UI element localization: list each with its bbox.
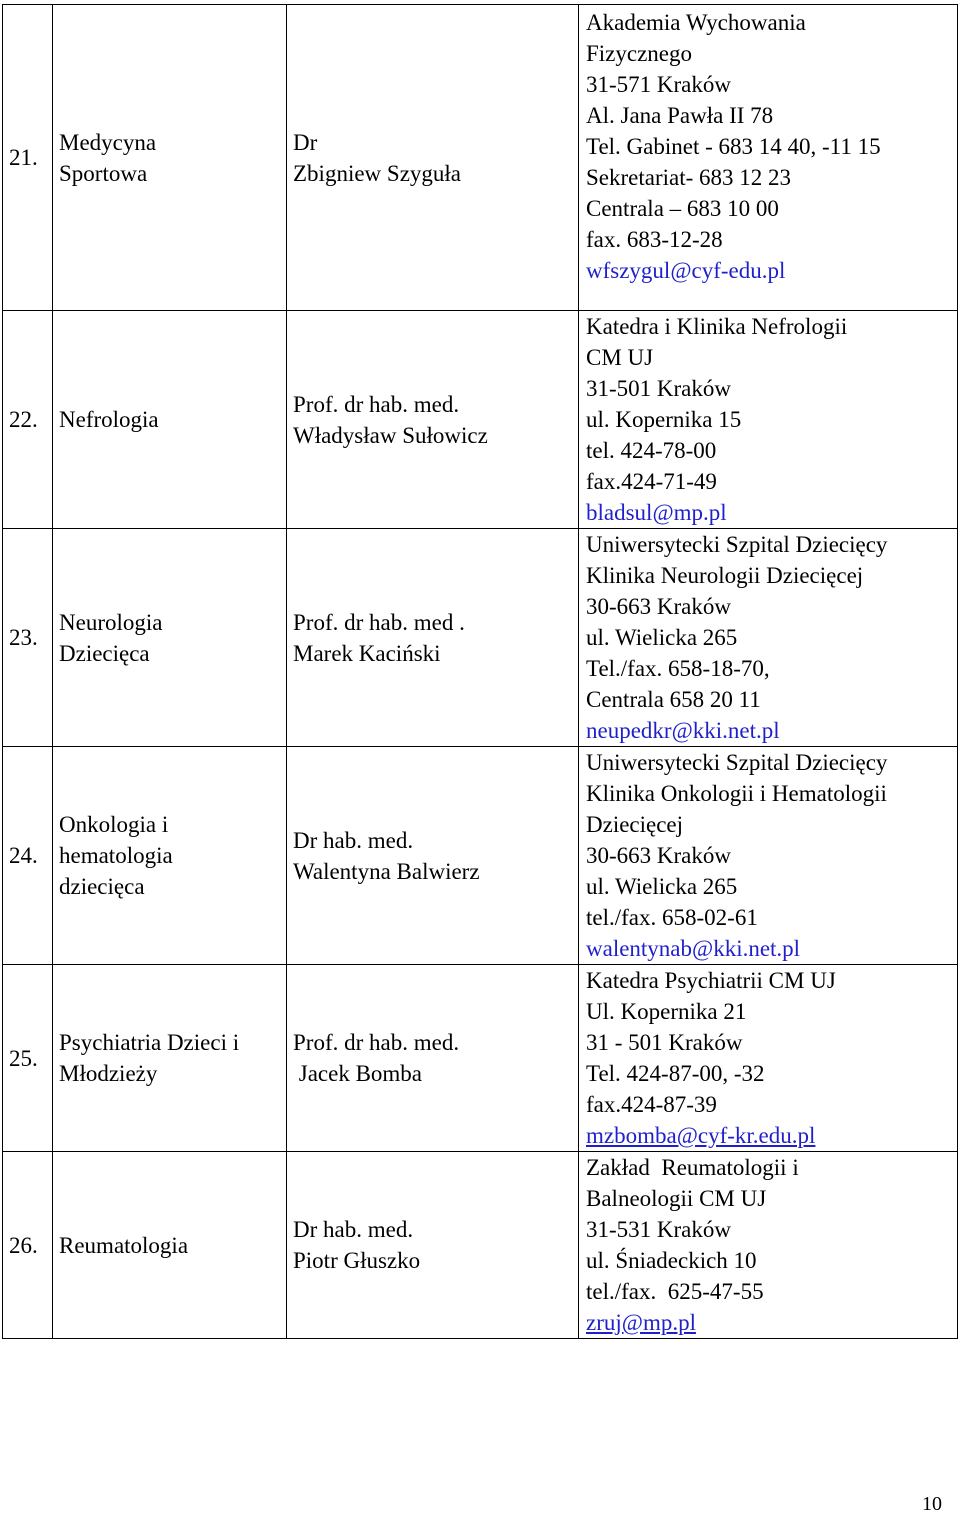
email-link[interactable]: bladsul@mp.pl <box>586 500 727 525</box>
address-cell: Akademia Wychowania Fizycznego 31-571 Kraków Al. Jana Pawła II 78 Tel. Gabinet - 683 14 40, -11 15 Sekretariat- 683 12 23 Centrala – 683 10 00 fax. 683-12-28 wfszygul@cyf-edu.pl <box>579 5 958 311</box>
table-row <box>3 311 958 529</box>
email-link[interactable]: zruj@mp.pl <box>586 1310 696 1335</box>
address-cell: Uniwersytecki Szpital Dziecięcy Klinika Onkologii i Hematologii Dziecięcej 30-663 Kraków ul. Wielicka 265 tel./fax. 658-02-61 walentynab@kki.net.pl <box>579 747 958 965</box>
email-link[interactable]: neupedkr@kki.net.pl <box>586 718 780 743</box>
doctor-cell: Dr hab. med. Walentyna Balwierz <box>287 747 579 965</box>
clinics-table <box>2 4 958 1339</box>
doctor-cell: Dr hab. med. Piotr Głuszko <box>287 1152 579 1339</box>
email-link[interactable]: wfszygul@cyf-edu.pl <box>586 258 786 283</box>
email-link[interactable]: mzbomba@cyf-kr.edu.pl <box>586 1123 816 1148</box>
row-number: 26. <box>3 1152 53 1339</box>
specialty-cell: Reumatologia <box>53 1152 287 1339</box>
address-cell: Zakład Reumatologii i Balneologii CM UJ 31-531 Kraków ul. Śniadeckich 10 tel./fax. 625-47-55 zruj@mp.pl <box>579 1152 958 1339</box>
row-number: 22. <box>3 311 53 529</box>
specialty-cell: Medycyna Sportowa <box>53 5 287 311</box>
doctor-cell: Prof. dr hab. med. Władysław Sułowicz <box>287 311 579 529</box>
table-row <box>3 1152 958 1339</box>
row-number: 25. <box>3 965 53 1152</box>
address-cell: Katedra i Klinika Nefrologii CM UJ 31-501 Kraków ul. Kopernika 15 tel. 424-78-00 fax.424-71-49 bladsul@mp.pl <box>579 311 958 529</box>
email-link[interactable]: walentynab@kki.net.pl <box>586 936 801 961</box>
address-cell: Uniwersytecki Szpital Dziecięcy Klinika Neurologii Dziecięcej 30-663 Kraków ul. Wielicka 265 Tel./fax. 658-18-70, Centrala 658 20 11 neupedkr@kki.net.pl <box>579 529 958 747</box>
table-row <box>3 529 958 747</box>
doctor-cell: Prof. dr hab. med . Marek Kaciński <box>287 529 579 747</box>
specialty-cell: Nefrologia <box>53 311 287 529</box>
page-number: 10 <box>922 1493 942 1515</box>
table-row <box>3 965 958 1152</box>
row-number: 21. <box>3 5 53 311</box>
specialty-cell: Neurologia Dziecięca <box>53 529 287 747</box>
doctor-cell: Prof. dr hab. med. Jacek Bomba <box>287 965 579 1152</box>
table-row <box>3 747 958 965</box>
specialty-cell: Psychiatria Dzieci i Młodzieży <box>53 965 287 1152</box>
table-row <box>3 5 958 311</box>
specialty-cell: Onkologia i hematologia dziecięca <box>53 747 287 965</box>
address-cell: Katedra Psychiatrii CM UJ Ul. Kopernika 21 31 - 501 Kraków Tel. 424-87-00, -32 fax.424-87-39 mzbomba@cyf-kr.edu.pl <box>579 965 958 1152</box>
row-number: 24. <box>3 747 53 965</box>
row-number: 23. <box>3 529 53 747</box>
doctor-cell: Dr Zbigniew Szyguła <box>287 5 579 311</box>
